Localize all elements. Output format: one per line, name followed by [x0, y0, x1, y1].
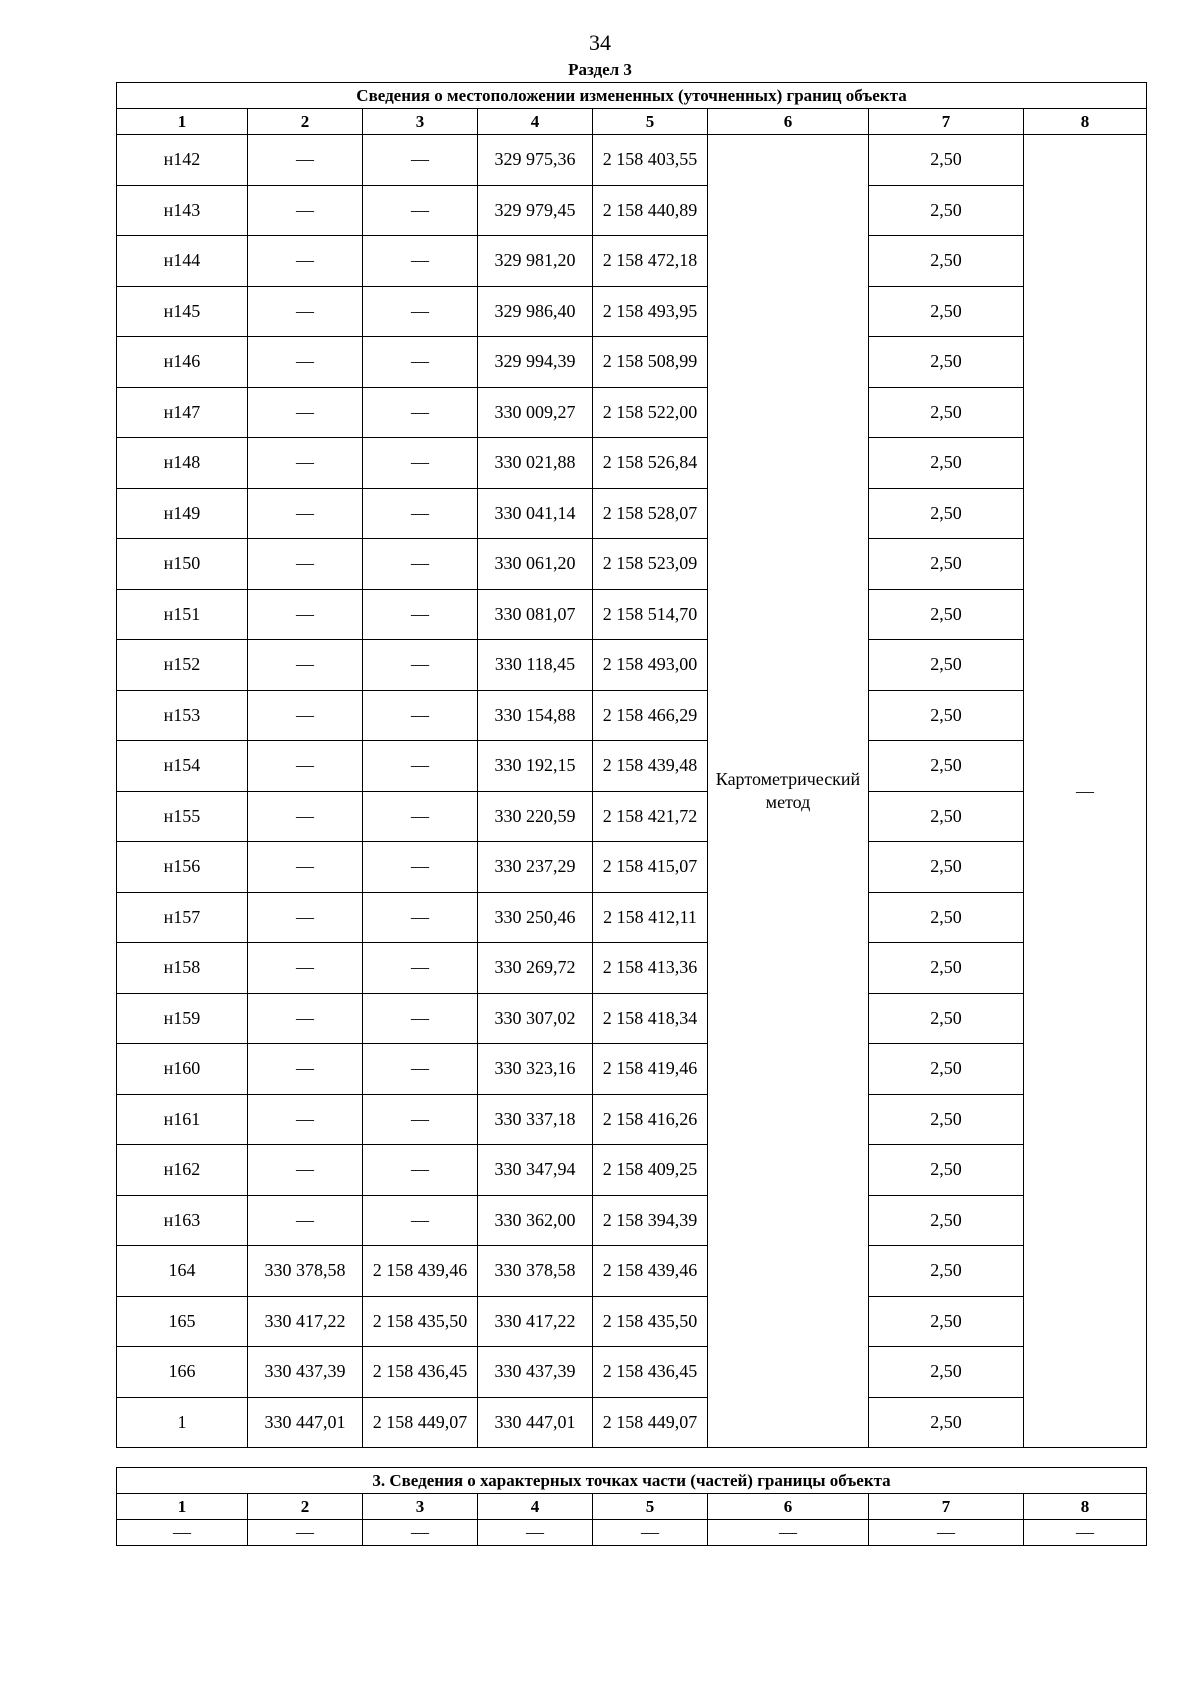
- new-x-cell: 329 975,36: [478, 135, 593, 186]
- new-y-cell: 2 158 435,50: [593, 1296, 708, 1347]
- accuracy-cell: 2,50: [869, 791, 1024, 842]
- table-row: [117, 1044, 1147, 1095]
- new-x-cell: 330 154,88: [478, 690, 593, 741]
- point-id-cell: н163: [117, 1195, 248, 1246]
- new-y-cell: 2 158 413,36: [593, 943, 708, 994]
- new-x-cell: 330 378,58: [478, 1246, 593, 1297]
- point-id-cell: н148: [117, 438, 248, 489]
- new-y-cell: 2 158 415,07: [593, 842, 708, 893]
- table-cell: —: [117, 1520, 248, 1546]
- point-id-cell: н145: [117, 286, 248, 337]
- point-id-cell: н146: [117, 337, 248, 388]
- new-x-cell: 329 994,39: [478, 337, 593, 388]
- table-row: [117, 1347, 1147, 1398]
- point-id-cell: н147: [117, 387, 248, 438]
- new-y-cell: 2 158 439,46: [593, 1246, 708, 1297]
- new-x-cell: 329 986,40: [478, 286, 593, 337]
- accuracy-cell: 2,50: [869, 690, 1024, 741]
- old-y-cell: —: [363, 1145, 478, 1196]
- table-row: [117, 791, 1147, 842]
- table-row: [117, 539, 1147, 590]
- point-id-cell: н151: [117, 589, 248, 640]
- method-cell: Картометрический метод: [708, 135, 869, 1448]
- table-cell: —: [248, 1520, 363, 1546]
- column-number: 7: [869, 109, 1024, 135]
- old-x-cell: —: [248, 842, 363, 893]
- point-id-cell: 166: [117, 1347, 248, 1398]
- accuracy-cell: 2,50: [869, 1347, 1024, 1398]
- point-id-cell: 1: [117, 1397, 248, 1448]
- new-x-cell: 330 237,29: [478, 842, 593, 893]
- accuracy-cell: 2,50: [869, 640, 1024, 691]
- table-row: [117, 640, 1147, 691]
- accuracy-cell: 2,50: [869, 135, 1024, 186]
- point-id-cell: 164: [117, 1246, 248, 1297]
- new-y-cell: 2 158 493,00: [593, 640, 708, 691]
- new-y-cell: 2 158 522,00: [593, 387, 708, 438]
- new-x-cell: 330 323,16: [478, 1044, 593, 1095]
- old-y-cell: 2 158 436,45: [363, 1347, 478, 1398]
- column-number: 8: [1024, 109, 1147, 135]
- table-row: [117, 1094, 1147, 1145]
- column-number: 7: [869, 1494, 1024, 1520]
- table-row: [117, 993, 1147, 1044]
- new-y-cell: 2 158 526,84: [593, 438, 708, 489]
- accuracy-cell: 2,50: [869, 286, 1024, 337]
- new-y-cell: 2 158 403,55: [593, 135, 708, 186]
- point-id-cell: н155: [117, 791, 248, 842]
- table-row: [117, 1296, 1147, 1347]
- old-y-cell: —: [363, 1094, 478, 1145]
- old-x-cell: —: [248, 1044, 363, 1095]
- new-x-cell: 330 362,00: [478, 1195, 593, 1246]
- column-number: 8: [1024, 1494, 1147, 1520]
- accuracy-cell: 2,50: [869, 1044, 1024, 1095]
- point-id-cell: н154: [117, 741, 248, 792]
- new-x-cell: 330 220,59: [478, 791, 593, 842]
- accuracy-cell: 2,50: [869, 943, 1024, 994]
- old-y-cell: —: [363, 337, 478, 388]
- old-y-cell: —: [363, 640, 478, 691]
- table-cell: —: [869, 1520, 1024, 1546]
- old-x-cell: —: [248, 791, 363, 842]
- accuracy-cell: 2,50: [869, 1397, 1024, 1448]
- old-y-cell: —: [363, 892, 478, 943]
- point-id-cell: н156: [117, 842, 248, 893]
- new-x-cell: 330 009,27: [478, 387, 593, 438]
- new-x-cell: 330 307,02: [478, 993, 593, 1044]
- table-row: [117, 286, 1147, 337]
- table-row: [117, 488, 1147, 539]
- new-y-cell: 2 158 439,48: [593, 741, 708, 792]
- column-8-cell: —: [1024, 135, 1147, 1448]
- column-number: 1: [117, 109, 248, 135]
- old-x-cell: —: [248, 993, 363, 1044]
- table-row: [117, 842, 1147, 893]
- new-x-cell: 329 981,20: [478, 236, 593, 287]
- table-row: [117, 589, 1147, 640]
- old-x-cell: —: [248, 387, 363, 438]
- table-row: [117, 1520, 1147, 1546]
- table-title: 3. Сведения о характерных точках части (частей) границы объекта: [117, 1468, 1147, 1494]
- old-x-cell: 330 378,58: [248, 1246, 363, 1297]
- table-row: [117, 943, 1147, 994]
- new-x-cell: 329 979,45: [478, 185, 593, 236]
- point-id-cell: н153: [117, 690, 248, 741]
- accuracy-cell: 2,50: [869, 236, 1024, 287]
- new-y-cell: 2 158 416,26: [593, 1094, 708, 1145]
- old-x-cell: 330 437,39: [248, 1347, 363, 1398]
- old-y-cell: —: [363, 135, 478, 186]
- new-x-cell: 330 081,07: [478, 589, 593, 640]
- old-x-cell: —: [248, 1094, 363, 1145]
- column-number: 2: [248, 109, 363, 135]
- table-cell: —: [1024, 1520, 1147, 1546]
- part-points-table: [116, 1467, 1147, 1546]
- old-x-cell: 330 417,22: [248, 1296, 363, 1347]
- new-y-cell: 2 158 440,89: [593, 185, 708, 236]
- table-row: [117, 1246, 1147, 1297]
- accuracy-cell: 2,50: [869, 185, 1024, 236]
- new-x-cell: 330 347,94: [478, 1145, 593, 1196]
- old-y-cell: —: [363, 791, 478, 842]
- old-y-cell: —: [363, 236, 478, 287]
- point-id-cell: н149: [117, 488, 248, 539]
- new-y-cell: 2 158 419,46: [593, 1044, 708, 1095]
- point-id-cell: н160: [117, 1044, 248, 1095]
- old-y-cell: —: [363, 1044, 478, 1095]
- new-y-cell: 2 158 412,11: [593, 892, 708, 943]
- section-label: Раздел 3: [568, 60, 632, 79]
- old-x-cell: —: [248, 488, 363, 539]
- old-x-cell: —: [248, 286, 363, 337]
- new-x-cell: 330 041,14: [478, 488, 593, 539]
- table-row: [117, 135, 1147, 186]
- old-y-cell: —: [363, 387, 478, 438]
- new-y-cell: 2 158 394,39: [593, 1195, 708, 1246]
- accuracy-cell: 2,50: [869, 539, 1024, 590]
- new-x-cell: 330 192,15: [478, 741, 593, 792]
- column-number: 1: [117, 1494, 248, 1520]
- new-x-cell: 330 437,39: [478, 1347, 593, 1398]
- point-id-cell: н143: [117, 185, 248, 236]
- old-x-cell: —: [248, 741, 363, 792]
- point-id-cell: 165: [117, 1296, 248, 1347]
- column-number-row: [117, 109, 1147, 135]
- column-number: 6: [708, 109, 869, 135]
- new-x-cell: 330 269,72: [478, 943, 593, 994]
- old-y-cell: —: [363, 741, 478, 792]
- table-cell: —: [593, 1520, 708, 1546]
- old-x-cell: —: [248, 640, 363, 691]
- column-number-row: [117, 1494, 1147, 1520]
- new-y-cell: 2 158 466,29: [593, 690, 708, 741]
- old-y-cell: 2 158 439,46: [363, 1246, 478, 1297]
- new-y-cell: 2 158 421,72: [593, 791, 708, 842]
- old-x-cell: —: [248, 1145, 363, 1196]
- table-row: [117, 892, 1147, 943]
- table-row: [117, 741, 1147, 792]
- accuracy-cell: 2,50: [869, 1195, 1024, 1246]
- old-y-cell: —: [363, 185, 478, 236]
- point-id-cell: н161: [117, 1094, 248, 1145]
- new-y-cell: 2 158 528,07: [593, 488, 708, 539]
- table-cell: —: [708, 1520, 869, 1546]
- boundary-table: [116, 82, 1147, 1448]
- old-y-cell: —: [363, 842, 478, 893]
- accuracy-cell: 2,50: [869, 1246, 1024, 1297]
- accuracy-cell: 2,50: [869, 488, 1024, 539]
- new-x-cell: 330 061,20: [478, 539, 593, 590]
- old-x-cell: —: [248, 589, 363, 640]
- table-row: [117, 690, 1147, 741]
- new-x-cell: 330 250,46: [478, 892, 593, 943]
- point-id-cell: н159: [117, 993, 248, 1044]
- new-y-cell: 2 158 472,18: [593, 236, 708, 287]
- new-x-cell: 330 021,88: [478, 438, 593, 489]
- old-y-cell: —: [363, 1195, 478, 1246]
- point-id-cell: н144: [117, 236, 248, 287]
- accuracy-cell: 2,50: [869, 892, 1024, 943]
- accuracy-cell: 2,50: [869, 1094, 1024, 1145]
- table-row: [117, 236, 1147, 287]
- old-x-cell: —: [248, 1195, 363, 1246]
- column-number: 3: [363, 109, 478, 135]
- old-y-cell: —: [363, 488, 478, 539]
- point-id-cell: н142: [117, 135, 248, 186]
- new-x-cell: 330 417,22: [478, 1296, 593, 1347]
- column-number: 5: [593, 1494, 708, 1520]
- column-number: 6: [708, 1494, 869, 1520]
- accuracy-cell: 2,50: [869, 842, 1024, 893]
- new-y-cell: 2 158 436,45: [593, 1347, 708, 1398]
- old-x-cell: —: [248, 892, 363, 943]
- old-x-cell: —: [248, 690, 363, 741]
- accuracy-cell: 2,50: [869, 387, 1024, 438]
- old-x-cell: —: [248, 943, 363, 994]
- new-x-cell: 330 118,45: [478, 640, 593, 691]
- new-y-cell: 2 158 514,70: [593, 589, 708, 640]
- accuracy-cell: 2,50: [869, 993, 1024, 1044]
- table-row: [117, 337, 1147, 388]
- old-y-cell: —: [363, 943, 478, 994]
- accuracy-cell: 2,50: [869, 741, 1024, 792]
- point-id-cell: н158: [117, 943, 248, 994]
- table-row: [117, 1195, 1147, 1246]
- accuracy-cell: 2,50: [869, 1145, 1024, 1196]
- accuracy-cell: 2,50: [869, 337, 1024, 388]
- accuracy-cell: 2,50: [869, 589, 1024, 640]
- point-id-cell: н150: [117, 539, 248, 590]
- column-number: 2: [248, 1494, 363, 1520]
- old-y-cell: —: [363, 286, 478, 337]
- accuracy-cell: 2,50: [869, 438, 1024, 489]
- point-id-cell: н162: [117, 1145, 248, 1196]
- old-y-cell: —: [363, 993, 478, 1044]
- old-y-cell: 2 158 435,50: [363, 1296, 478, 1347]
- page-number: 34: [589, 30, 611, 55]
- column-number: 3: [363, 1494, 478, 1520]
- old-x-cell: —: [248, 337, 363, 388]
- table-row: [117, 185, 1147, 236]
- column-number: 5: [593, 109, 708, 135]
- accuracy-cell: 2,50: [869, 1296, 1024, 1347]
- point-id-cell: н157: [117, 892, 248, 943]
- old-x-cell: —: [248, 135, 363, 186]
- new-y-cell: 2 158 508,99: [593, 337, 708, 388]
- new-x-cell: 330 337,18: [478, 1094, 593, 1145]
- table-row: [117, 1145, 1147, 1196]
- old-x-cell: —: [248, 438, 363, 489]
- table-cell: —: [478, 1520, 593, 1546]
- table-cell: —: [363, 1520, 478, 1546]
- new-y-cell: 2 158 409,25: [593, 1145, 708, 1196]
- point-id-cell: н152: [117, 640, 248, 691]
- new-y-cell: 2 158 449,07: [593, 1397, 708, 1448]
- old-y-cell: —: [363, 589, 478, 640]
- column-number: 4: [478, 1494, 593, 1520]
- new-y-cell: 2 158 523,09: [593, 539, 708, 590]
- new-x-cell: 330 447,01: [478, 1397, 593, 1448]
- column-number: 4: [478, 109, 593, 135]
- old-y-cell: —: [363, 539, 478, 590]
- table-row: [117, 438, 1147, 489]
- old-y-cell: 2 158 449,07: [363, 1397, 478, 1448]
- old-x-cell: —: [248, 185, 363, 236]
- old-x-cell: —: [248, 539, 363, 590]
- table-row: [117, 1397, 1147, 1448]
- old-x-cell: 330 447,01: [248, 1397, 363, 1448]
- table-title: Сведения о местоположении измененных (уточненных) границ объекта: [117, 83, 1147, 109]
- old-x-cell: —: [248, 236, 363, 287]
- new-y-cell: 2 158 418,34: [593, 993, 708, 1044]
- new-y-cell: 2 158 493,95: [593, 286, 708, 337]
- old-y-cell: —: [363, 438, 478, 489]
- table-row: [117, 387, 1147, 438]
- old-y-cell: —: [363, 690, 478, 741]
